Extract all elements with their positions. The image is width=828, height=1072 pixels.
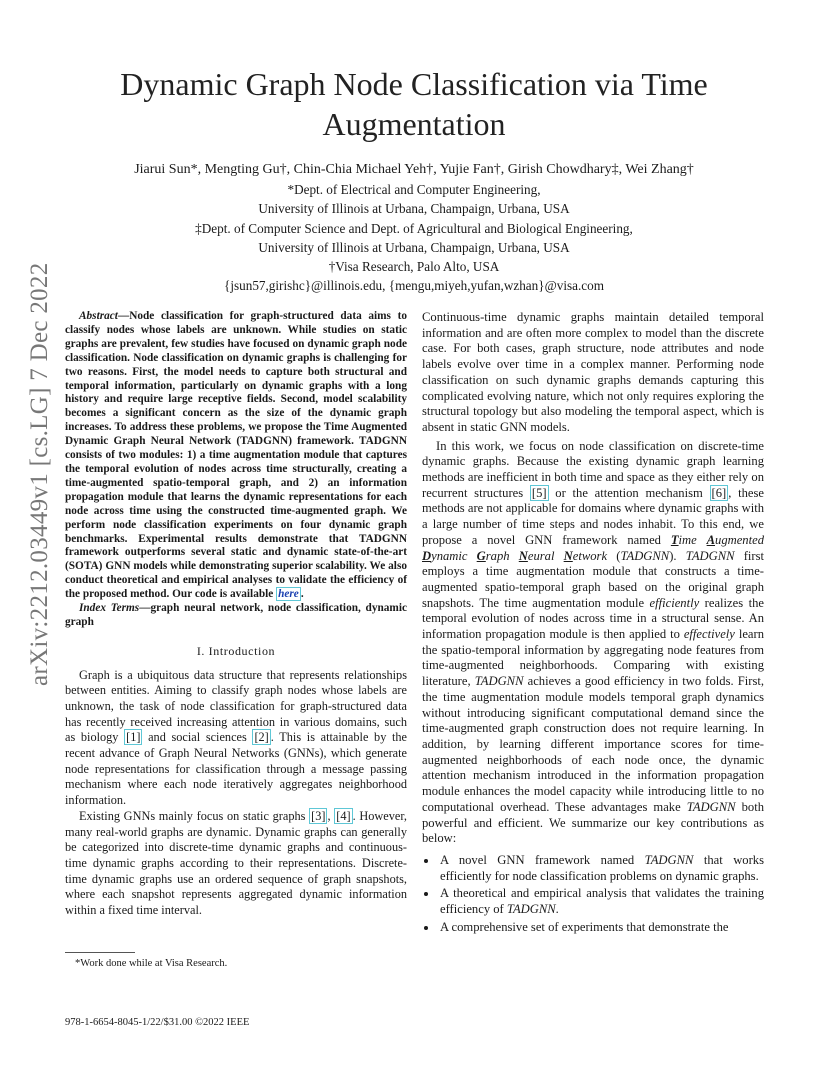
citation-link[interactable]: [1] bbox=[126, 730, 141, 745]
citation-link[interactable]: [3] bbox=[311, 808, 326, 823]
list-item: • A comprehensive set of experiments that demonstrate the bbox=[438, 920, 764, 936]
framework-name: Time Augmented Dynamic Graph Neural Network bbox=[422, 532, 764, 563]
contribution-list bbox=[422, 853, 764, 936]
affiliations bbox=[60, 180, 768, 296]
copyright-footer: 978-1-6654-8045-1/22/$31.00 ©2022 IEEE bbox=[65, 1017, 250, 1028]
author-list: Jiarui Sun*, Mengting Gu†, Chin-Chia Michael Yeh†, Yujie Fan†, Girish Chowdhary‡, Wei Zhang† bbox=[134, 162, 694, 177]
index-terms-label: Index Terms bbox=[79, 602, 140, 615]
citation-link[interactable]: [6] bbox=[711, 485, 727, 500]
intro-paragraph: Graph is a ubiquitous data structure that represents relationships between entities. Aiming to classify graph nodes whose labels are unknown, the task of node classification for graph-structured data has recently received increasing attention in various domains, such as biology [1] and social sciences [2] . This is attainable by the recent advance of Graph Neural Networks (GNNs), which generate node representations for classification through a message passing mechanism where each node iteratively aggregates neighborhood information. bbox=[65, 667, 408, 808]
code-link[interactable]: here bbox=[278, 588, 299, 601]
citation-link[interactable]: [5] bbox=[531, 485, 547, 500]
affiliation-line: University of Illinois at Urbana, Champaign, Urbana, USA bbox=[258, 239, 570, 255]
affiliation-emails: {jsun57,girishc}@illinois.edu, {mengu,miyeh,yufan,wzhan}@visa.com bbox=[224, 278, 604, 294]
affiliation-line: University of Illinois at Urbana, Champaign, Urbana, USA bbox=[258, 201, 570, 217]
right-column bbox=[422, 310, 764, 937]
affiliation-line: †Visa Research, Palo Alto, USA bbox=[328, 259, 500, 275]
list-item: • A theoretical and empirical analysis that validates the training efficiency of TADGNN. bbox=[438, 886, 764, 917]
affiliation-line: ‡Dept. of Computer Science and Dept. of Agricultural and Biological Engineering, bbox=[195, 220, 633, 236]
affiliation-line: *Dept. of Electrical and Computer Engineering, bbox=[287, 182, 541, 197]
intro-paragraph: Existing GNNs mainly focus on static graphs [3] , [4] . However, many real-world graphs are dynamic. Dynamic graphs can generally be categorized into discrete-time dynamic graphs and continuous-time dynamic graphs according to their representations. Discrete-time dynamic graphs use an ordered sequence of graph snapshots, where each snapshot represents aggregated dynamic information within a fixed time interval. bbox=[65, 808, 407, 918]
citation-link[interactable]: [4] bbox=[336, 808, 351, 823]
abstract-label: Abstract bbox=[79, 310, 118, 322]
paper-title: Dynamic Graph Node Classification via Time Augmentation bbox=[120, 66, 708, 142]
section-heading: I. Introduction bbox=[196, 643, 276, 658]
footnote: *Work done while at Visa Research. bbox=[75, 958, 228, 969]
citation-link[interactable]: [2] bbox=[254, 730, 269, 745]
list-item: • A novel GNN framework named TADGNN that works efficiently for node classification problems on dynamic graphs. bbox=[438, 853, 764, 884]
arxiv-identifier: arXiv:2212.03449v1 [cs.LG] 7 Dec 2022 bbox=[26, 262, 53, 686]
footnote-divider bbox=[65, 952, 135, 953]
body-paragraph: In this work, we focus on node classification on discrete-time dynamic graphs. Because the existing dynamic graph learning methods are inefficient in both time and space as they either rely on recurrent structures [5] or the attention mechanism [6] , these methods are not applicable for domains where dynamic graphs with a large number of time steps and nodes inhabit. To this end, we propose a novel GNN framework named Time Augmented Dynamic Graph Neural Network (TADGNN). TADGNN first employs a time augmentation module that constructs a time-augmented spatio-temporal graph based on the original graph snapshots. The time augmentation module efficiently realizes the temporal evolution of nodes across time in a structural sense. An information propagation module is then applied to effectively learn the spatio-temporal information by aggregating node features from time-augmented neighborhoods. Comparing with existing literature, TADGNN achieves a good efficiency in two folds. First, the time augmentation module models temporal graph dynamics without introducing significant computational demand since the time-augmented graph construction does not require learning. In addition, by learning different importance scores for time-augmented neighborhoods of each node once, the dynamic attention mechanism introduced in the information propagation module enhances the model capacity while introducing little to no computational overhead. These advantages make TADGNN both powerful and efficient. We summarize our key contributions as below: bbox=[422, 438, 765, 846]
body-paragraph: Continuous-time dynamic graphs maintain detailed temporal information and are often more complex to model than the discrete case. For both cases, graph structure, node attributes and node labels evolve over time in a complex manner. Performing node classification on such dynamic graphs demands capturing this complicated evolving nature, which not only requires exploring the structural topology but also modeling the temporal aspect, which is absent in static GNN models. bbox=[422, 310, 764, 434]
abstract: Abstract—Node classification for graph-structured data aims to classify nodes whose labels are unknown. While studies on static graphs are prevalent, few studies have focused on dynamic graph node classification. Node classification on dynamic graphs is challenging for two reasons. First, the model needs to capture both structural and temporal information, particularly on dynamic graphs with a long history and require large receptive fields. Second, model scalability becomes a significant concern as the size of the dynamic graph increases. To address these problems, we propose the Time Augmented Dynamic Graph Neural Network (TADGNN) framework. TADGNN consists of two modules: 1) a time augmentation module that captures the temporal evolution of nodes across time structurally, creating a time-augmented spatio-temporal graph, and 2) an information propagation module that learns the dynamic representations for each node across time using the constructed time-augmented graph. We perform node classification experiments on four dynamic graph benchmarks. Experimental results demonstrate that TADGNN framework outperforms several static and dynamic state-of-the-art (SOTA) GNN models while demonstrating superior scalability. We also conduct theoretical and empirical analyses to validate the efficiency of the proposed method. Our code is available here . bbox=[65, 310, 407, 601]
abstract-text: —Node classification for graph-structured data aims to classify nodes whose labels are unknown. While studies on static graphs are prevalent, few studies have focused on dynamic graph node classification. Node classification on dynamic graphs is challenging for two reasons. First, the model needs to capture both structural and temporal information, particularly on dynamic graphs with a long history and require large receptive fields. Second, model scalability becomes a significant concern as the size of the dynamic graph increases. To address these problems, we propose the Time Augmented Dynamic Graph Neural Network (TADGNN) framework. TADGNN consists of two modules: 1) a time augmentation module that captures the temporal evolution of nodes across time structurally, creating a time-augmented spatio-temporal graph, and 2) an information propagation module that learns the dynamic representations for each node across time using the constructed time-augmented graph. We perform node classification experiments on four dynamic graph benchmarks. Experimental results demonstrate that TADGNN framework outperforms several static and dynamic state-of-the-art (SOTA) GNN models while demonstrating superior scalability. We also conduct theoretical and empirical analyses to validate the efficiency of the proposed method. Our code is available bbox=[65, 310, 407, 601]
index-terms: Index Terms—graph neural network, node classification, dynamic graph bbox=[65, 602, 407, 628]
left-column bbox=[65, 310, 407, 919]
